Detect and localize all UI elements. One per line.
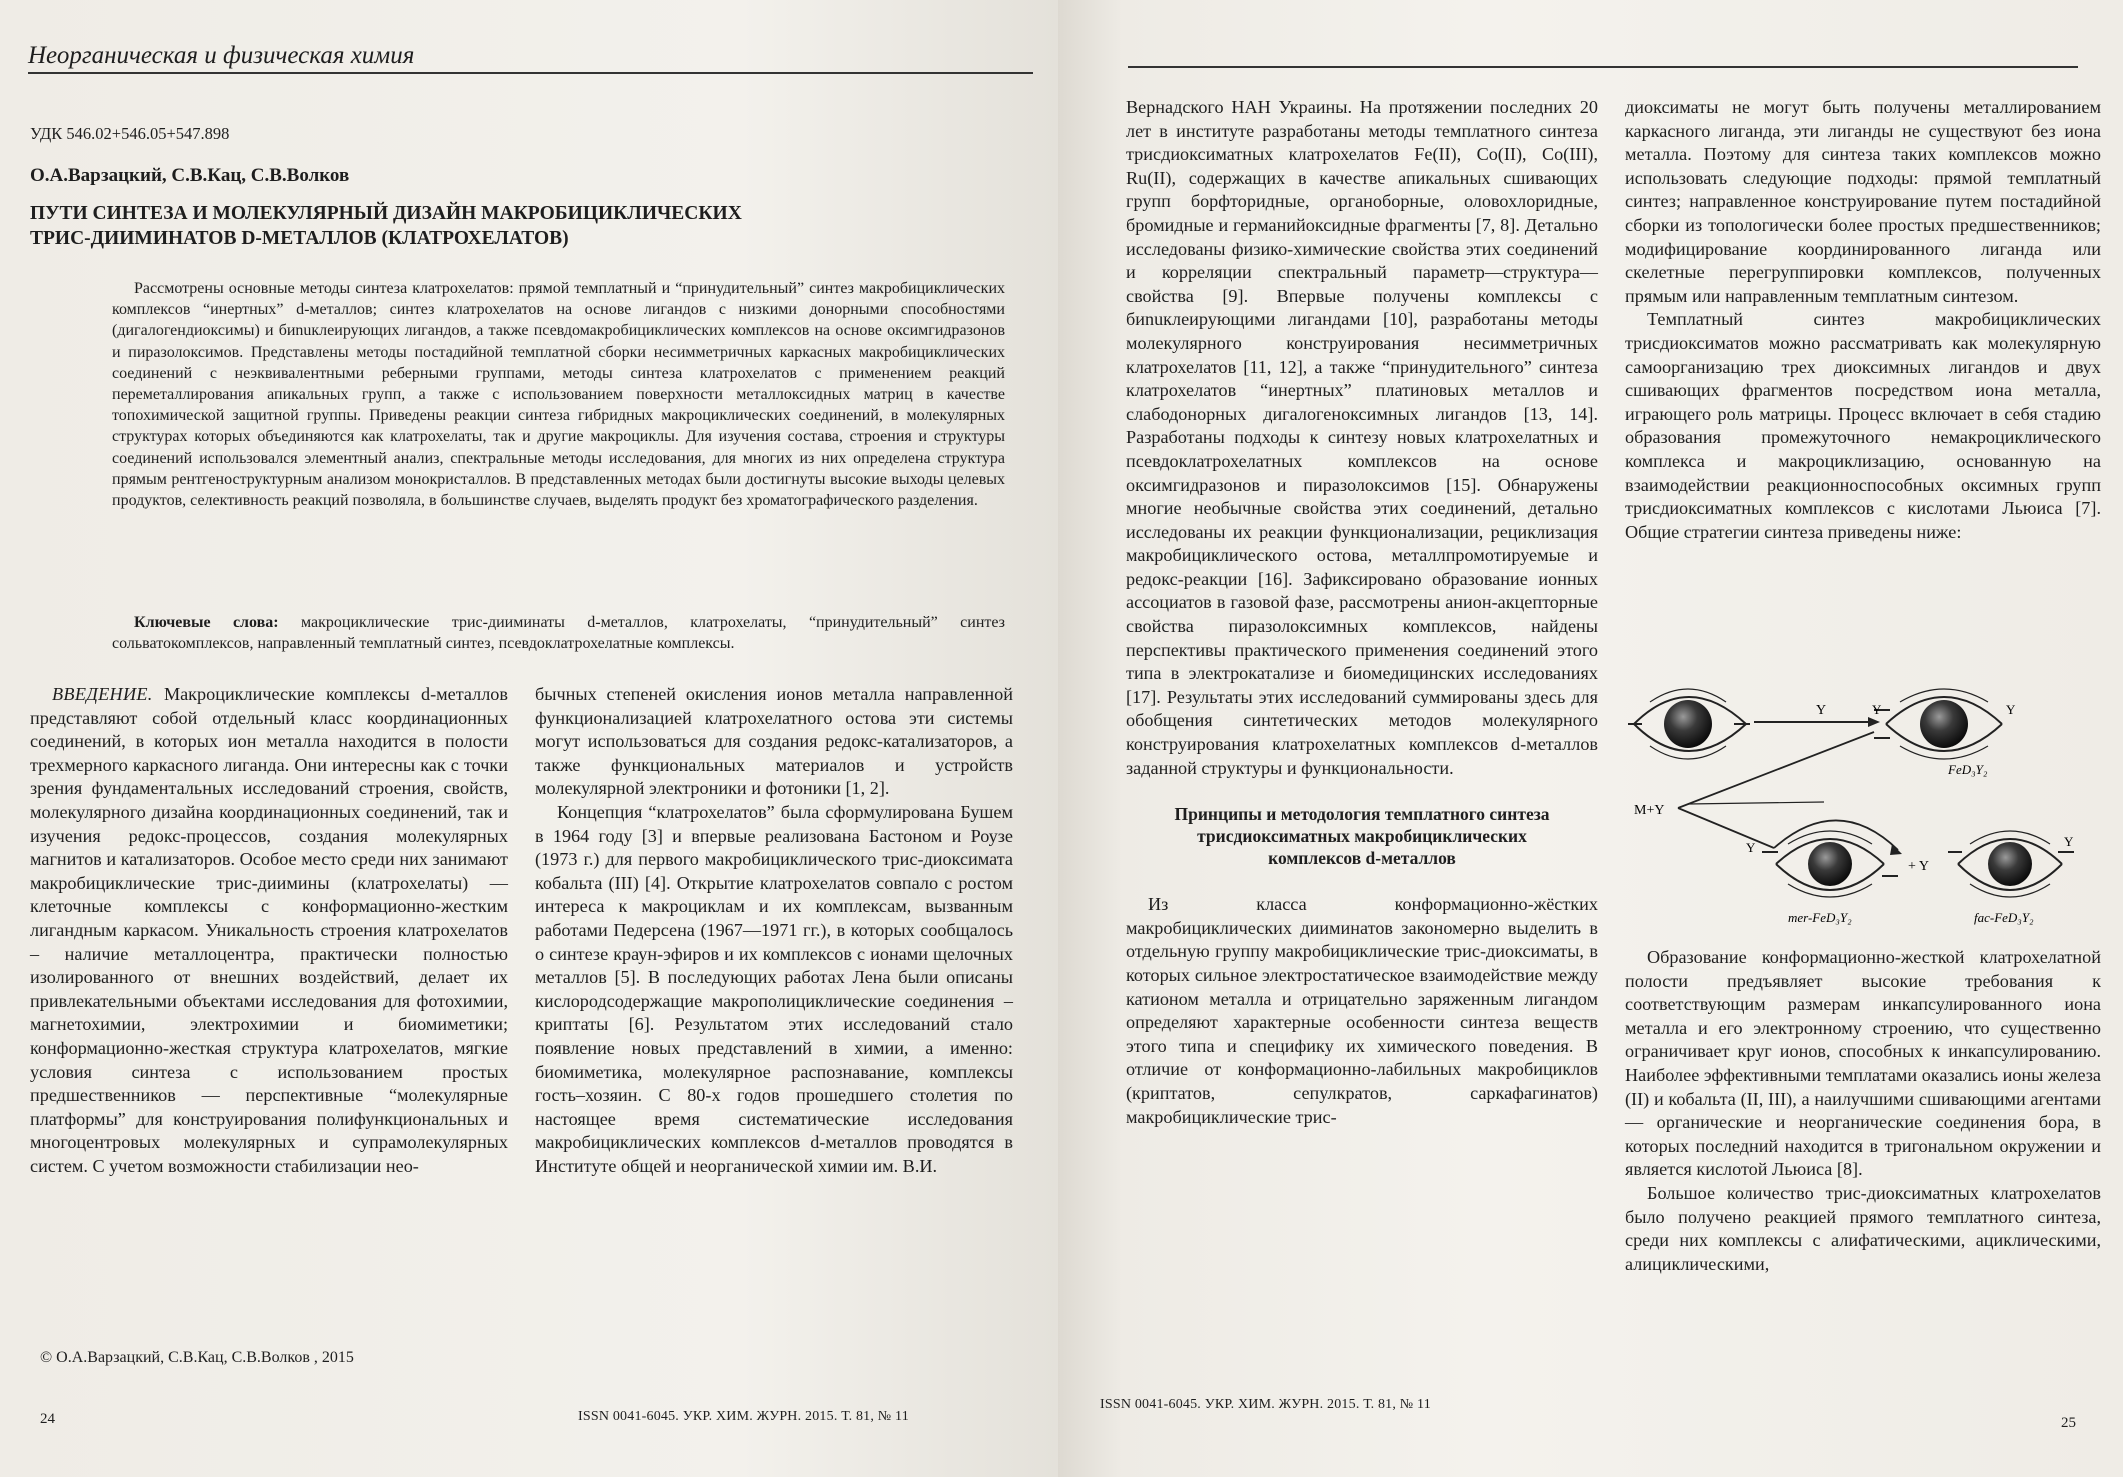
y-label-top-right: Y xyxy=(2006,702,2016,717)
plus-y-label: + Y xyxy=(1908,859,1929,874)
udc-code: УДК 546.02+546.05+547.898 xyxy=(30,124,230,143)
right-col2-paragraph-3: Образование конформационно-жесткой клатрохелатной полости предъявляет высокие требования к соответствующим размерам инкапсулированного иона металла и его электронному строению, что существенно ограничивает круг ионов, способных к инкапсулированию. Наиболее эффективными темплатами оказались ионы железа (II) и кобальта (II, III), а наилучшими сшивающими агентами — органические и неорганические соединения бора, в которых последний находится в тригональном окружении и является кислотой Льюиса [8]. xyxy=(1625,947,2101,1180)
page-number-left: 24 xyxy=(40,1411,55,1427)
keywords-text: макроциклические трис-дииминаты d-металлов, клатрохелаты, “принудительный” синтез сольватокомплексов, направленный темплатный синтез, псевдоклатрохелатные комплексы. xyxy=(112,614,1006,652)
left-column-2 xyxy=(535,683,1013,1178)
keywords-label: Ключевые слова: xyxy=(134,614,279,631)
product-label-mer: mer-FeD₃Y₂ xyxy=(1788,910,1852,925)
right-col2-paragraph-4: Большое количество трис-диоксиматных клатрохелатов было получено реакцией прямого темплатного синтеза, среди них комплексы с алифатическими, ациклическими, алициклическими, xyxy=(1625,1182,2101,1274)
right-column-2-bottom xyxy=(1625,946,2101,1276)
left-col2-paragraph-2: Концепция “клатрохелатов” была сформулирована Бушем в 1964 году [3] и впервые реализована Бастоном и Роузе (1973 г.) для первого макробициклического трис-диоксимата кобальта (III) [4]. Открытие клатрохелатов совпало с ростом интереса к макроциклам и их комплексам, вызванным работами Педерсена (1967—1971 гг.), в которых сообщалось о синтезе краун-эфиров и их комплексов с ионами щелочных металлов [5]. В последующих работах Лена были описаны кислородсодержащие макрополициклические соединения – криптаты [6]. Результатом этих исследований стало появление новых представлений в химии, а именно: биомиметика, молекулярное распознавание, комплексы гость–хозяин. С 80-х годов прошедшего столетия по настоящее время систематические исследования макробициклических комплексов d-металлов проводятся в Институте общей и неорганической химии им. В.И. xyxy=(535,801,1013,1176)
section-heading xyxy=(1126,803,1598,869)
article-title xyxy=(30,201,1010,251)
heading-line-3: комплексов d-металлов xyxy=(1268,848,1456,869)
authors: О.А.Варзацкий, С.В.Кац, С.В.Волков xyxy=(30,165,350,186)
product-label-fac: fac-FeD₃Y₂ xyxy=(1974,910,2034,925)
abstract: Рассмотрены основные методы синтеза клатрохелатов: прямой темплатный и “принудительный” синтез макробициклических комплексов “инертных” d-металлов; синтез клатрохелатов на основе лигандов с низкими донорными способностями (дигалогендиоксимы) и биnuклеирующих лигандов, а также псевдомакробициклических комплексов на основе оксимгидразонов и пиразолоксимов. Представлены методы постадийной темплатной сборки несимметричных каркасных макробициклических соединений с неэквивалентными реберными группами, методы синтеза клатрохелатов с применением реакций переметаллирования апикальных групп, а также с использованием поверхности металлоксидных матриц в качестве топохимической защитной группы. Приведены реакции синтеза гибридных макроциклических соединений, в молекулярных структурах которых объединяются как клатрохелаты, так и другие макроциклы. Для изучения состава, строения и структуры соединений использовался элементный анализ, спектральные методы исследования, для многих из них определена структура прямым рентгеноструктурным анализом монокристаллов. В представленных методах были достигнуты высокие выходы целевых продуктов, селективность реакций позволяла, в большинстве случаев, выделять продукт без хроматографического разделения. xyxy=(112,280,1005,510)
page-left xyxy=(0,0,1058,1477)
right-column-2-top xyxy=(1625,96,2101,544)
y-label-mer: Y xyxy=(1746,840,1756,855)
right-col2-paragraph-2: Темплатный синтез макробициклических трисдиоксиматов можно рассматривать как молекулярную самоорганизацию трех диоксимных лигандов и двух сшивающих фрагментов посредством иона металла, играющего роль матрицы. Процесс включает в себя стадию образования промежуточного немакроциклического комплекса и макроциклизацию, основанную на взаимодействии реакционноспособных оксимных групп трисдиоксиматных комплексов с кислотами Льюиса [7]. Общие стратегии синтеза приведены ниже: xyxy=(1625,309,2101,542)
right-col2-paragraph-1: диоксиматы не могут быть получены металлированием каркасного лиганда, эти лиганды не существуют без иона металла. Поэтому для синтеза таких комплексов можно использовать следующие подходы: прямой темплатный синтез; направленное конструирование путем постадийной сборки из топологически более простых предшественников; модифицирование координированного лиганда или скелетные перегруппировки комплексов, полученных прямым или направленным темплатным синтезом. xyxy=(1625,97,2101,306)
intro-text: Макроциклические комплексы d-металлов представляют собой отдельный класс координационных соединений, в которых ион металла находится в полости трехмерного каркасного лиганда. Они интересны как с точки зрения фундаментальных исследований строения, свойств, молекулярного дизайна координационных соединений, так и изучения редокс-процессов, создания молекулярных магнитов и катализаторов. Особое место среди них занимают макробициклические трис-диимины (клатрохелаты) — клеточные комплексы с конформационно-жестким лигандным каркасом. Уникальность строения клатрохелатов – наличие металлоцентра, практически полностью изолированного от внешних воздействий, делает их привлекательными объектами исследования для фотохимии, магнетохимии, электрохимии и биомиметики; конформационно-жесткая структура клатрохелатов, мягкие условия синтеза с использованием простых предшественников — перспективные “молекулярные платформы” для конструирования полифункциональных и многоцентровых молекулярных и супрамолекулярных систем. С учетом возможности стабилизации нео- xyxy=(30,684,508,1176)
left-column-1 xyxy=(30,683,508,1178)
reactant-label: M+Y xyxy=(1634,803,1665,818)
intro-label: ВВЕДЕНИЕ. xyxy=(52,684,153,704)
page-number-right: 25 xyxy=(2061,1415,2076,1431)
right-col1-paragraph-2: Из класса конформационно-жёстких макробициклических дииминатов закономерно выделить в отдельную группу макробициклические трис-диоксиматы, в которых сильное электростатическое взаимодействие между катионом металла и отрицательно заряженным лигандом определяют характерные особенности синтеза веществ этого типа и специфику их химического поведения. В отличие от конформационно-лабильных макробициклов (криптатов, сепулкратов, саркафагинатов) макробициклические трис- xyxy=(1126,894,1598,1127)
copyright-line: © О.А.Варзацкий, С.В.Кац, С.В.Волков , 2015 xyxy=(40,1349,354,1366)
page-right xyxy=(1058,0,2123,1477)
y-label-top: Y xyxy=(1816,703,1827,718)
y-label-fac: Y xyxy=(2064,834,2074,849)
complex-intermediate-top-icon xyxy=(1628,689,1750,759)
title-line-1: ПУТИ СИНТЕЗА И МОЛЕКУЛЯРНЫЙ ДИЗАЙН МАКРОБИЦИКЛИЧЕСКИХ xyxy=(30,203,742,224)
synthesis-scheme xyxy=(1628,662,2098,937)
heading-line-2: трисдиоксиматных макробициклических xyxy=(1197,826,1527,847)
footer-right: ISSN 0041-6045. УКР. ХИМ. ЖУРН. 2015. Т. 81, № 11 xyxy=(1100,1397,1431,1412)
title-line-2: ТРИС-ДИИМИНАТОВ D-МЕТАЛЛОВ (КЛАТРОХЕЛАТОВ) xyxy=(30,228,569,249)
keywords xyxy=(112,612,1005,654)
right-column-1 xyxy=(1126,96,1598,1129)
branch-arrows-icon xyxy=(1678,732,1902,855)
arrow-icon xyxy=(1754,717,1880,727)
running-head: Неорганическая и физическая химия xyxy=(28,42,415,69)
y-label-top-left: Y xyxy=(1872,702,1882,717)
footer-left: ISSN 0041-6045. УКР. ХИМ. ЖУРН. 2015. Т. 81, № 11 xyxy=(578,1409,909,1424)
complex-fac-icon xyxy=(1948,831,2074,897)
header-rule-right xyxy=(1128,66,2078,68)
heading-line-1: Принципы и методология темплатного синтеза xyxy=(1174,804,1550,825)
header-rule xyxy=(28,72,1033,74)
right-col1-paragraph-1: Вернадского НАН Украины. На протяжении последних 20 лет в институте разработаны методы темплатного синтеза трисдиоксиматных клатрохелатов Fe(II), Co(II), Co(III), Ru(II), содержащих в качестве апикальных сшивающих групп борфторидные, органоборные, оловохлоридные, бромидные и германийоксидные фрагменты [7, 8]. Детально исследованы физико-химические свойства этих соединений и корреляции спектральный параметр—структура—свойства [9]. Впервые получены комплексы с биnuклеирующими лигандами [10], разработаны методы молекулярного конструирования несимметричных клатрохелатов [11, 12], а также “принудительного” синтеза клатрохелатов “инертных” платиновых металлов и слабодонорных дигалогеноксимных лигандов [13, 14]. Разработаны подходы к синтезу новых клатрохелатных и псевдоклатрохелатных комплексов на основе оксимгидразонов и пиразолоксимов [15]. Обнаружены многие необычные свойства этих соединений, детально исследованы их реакции функционализации, рециклизация макробициклического остова, металлпромотируемые и редокс-реакции [16]. Зафиксировано образование ионных ассоциатов в газовой фазе, рассмотрены анион-акцепторные свойства пиразолоксимных комплексов, найдены перспективы практического применения соединений этого типа в электрокатализе и биомедицинских исследованиях [17]. Результаты этих исследований суммированы здесь для обобщения синтетических методов молекулярного конструирования клатрохелатных комплексов d-металлов заданной структуры и функциональности. xyxy=(1126,97,1598,778)
product-label-top: FeD₃Y₂ xyxy=(1948,762,1988,777)
left-col2-paragraph-1: бычных степеней окисления ионов металла направленной функционализацией клатрохелатного остова эти системы могут использоваться для создания редокс-катализаторов, а также функциональных материалов и устройств молекулярной электроники и фотоники [1, 2]. xyxy=(535,684,1013,799)
complex-product-top-icon xyxy=(1872,689,2016,759)
